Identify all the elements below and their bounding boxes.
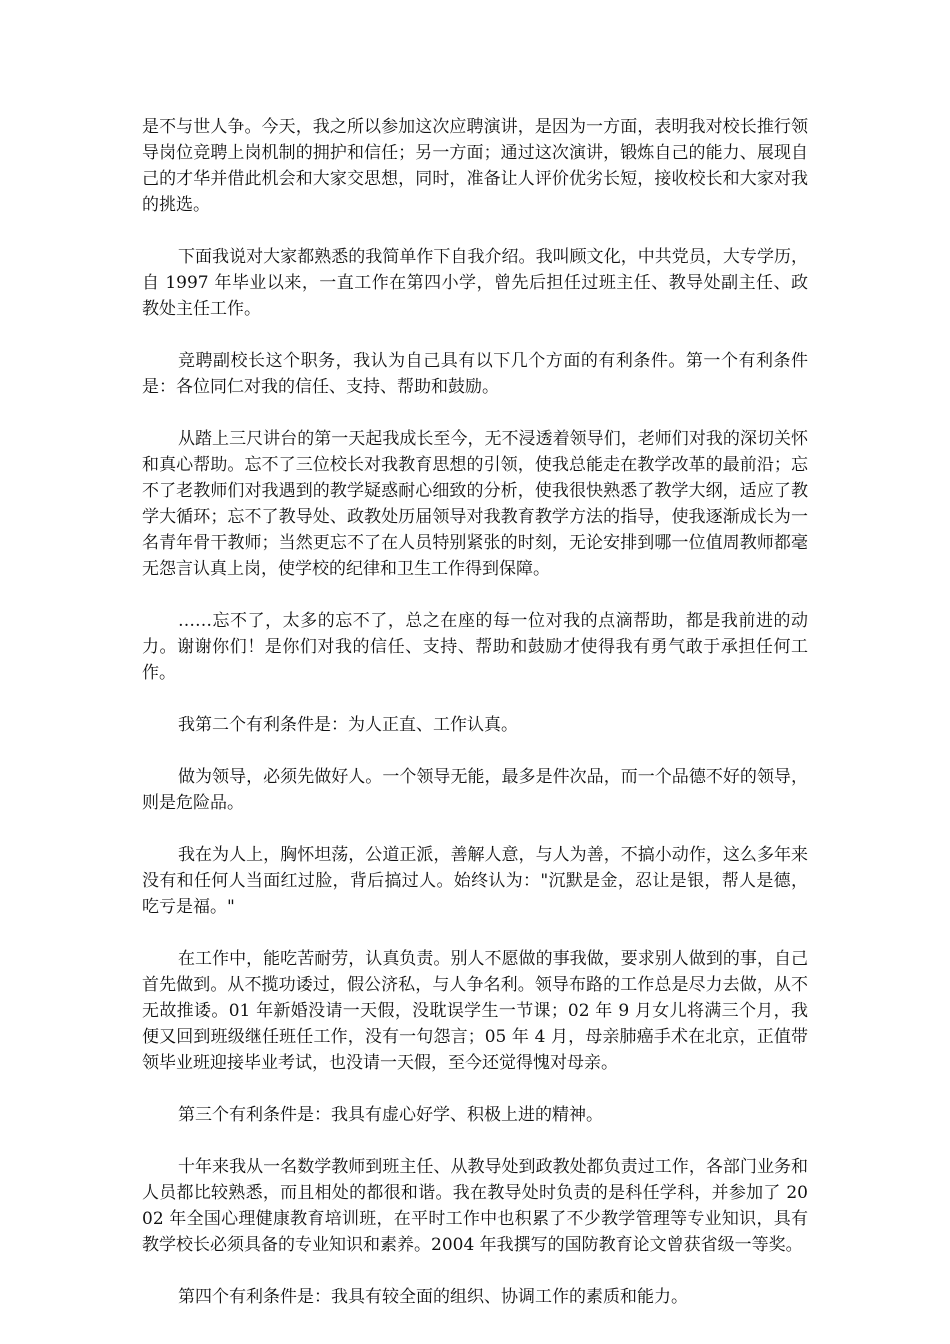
- paragraph-8: 我在为人上，胸怀坦荡，公道正派，善解人意，与人为善，不搞小动作，这么多年来没有和任何人当面红过脸，背后搞过人。始终认为："沉默是金，忍让是银，帮人是德，吃亏是福。": [142, 845, 808, 917]
- paragraph-2: 下面我说对大家都熟悉的我简单作下自我介绍。我叫顾文化，中共党员，大专学历，自 1997 年毕业以来，一直工作在第四小学，曾先后担任过班主任、教导处副主任、政教处主任工作。: [142, 247, 808, 319]
- paragraph-12: 第四个有利条件是：我具有较全面的组织、协调工作的素质和能力。: [178, 1287, 688, 1307]
- paragraph-5: ……忘不了，太多的忘不了，总之在座的每一位对我的点滴帮助，都是我前进的动力。谢谢你们！是你们对我的信任、支持、帮助和鼓励才使得我有勇气敢于承担任何工作。: [142, 611, 808, 683]
- paragraph-1: 是不与世人争。今天，我之所以参加这次应聘演讲，是因为一方面，表明我对校长推行领导岗位竞聘上岗机制的拥护和信任；另一方面；通过这次演讲，锻炼自己的能力、展现自己的才华并借此机会和大家交思想，同时，准备让人评价优劣长短，接收校长和大家对我的挑选。: [142, 117, 808, 215]
- paragraph-9: 在工作中，能吃苦耐劳，认真负责。别人不愿做的事我做，要求别人做到的事，自己首先做到。从不揽功诿过，假公济私，与人争名利。领导布路的工作总是尽力去做，从不无故推诿。01 年新婚没请一天假，没耽误学生一节课；02 年 9 月女儿将满三个月，我便又回到班级继任班任工作，没有一句怨言；05 年 4 月，母亲肺癌手术在北京，正值带领毕业班迎接毕业考试，也没请一天假，至今还觉得愧对母亲。: [142, 949, 808, 1073]
- document-page: [142, 114, 808, 1336]
- paragraph-6: 我第二个有利条件是：为人正直、工作认真。: [178, 715, 518, 735]
- paragraph-10: 第三个有利条件是：我具有虚心好学、积极上进的精神。: [178, 1105, 603, 1125]
- paragraph-7: 做为领导，必须先做好人。一个领导无能，最多是件次品，而一个品德不好的领导，则是危险品。: [142, 767, 808, 813]
- paragraph-3: 竞聘副校长这个职务，我认为自己具有以下几个方面的有利条件。第一个有利条件是：各位同仁对我的信任、支持、帮助和鼓励。: [142, 351, 808, 397]
- paragraph-11: 十年来我从一名数学教师到班主任、从教导处到政教处都负责过工作，各部门业务和人员都比较熟悉，而且相处的都很和谐。我在教导处时负责的是科任学科，并参加了 2002 年全国心理健康教育培训班，在平时工作中也积累了不少教学管理等专业知识，具有教学校长必须具备的专业知识和素养。2004 年我撰写的国防教育论文曾获省级一等奖。: [142, 1157, 808, 1255]
- paragraph-4: 从踏上三尺讲台的第一天起我成长至今，无不浸透着领导们，老师们对我的深切关怀和真心帮助。忘不了三位校长对我教育思想的引领，使我总能走在教学改革的最前沿；忘不了老教师们对我遇到的教学疑惑耐心细致的分析，使我很快熟悉了教学大纲，适应了教学大循环；忘不了教导处、政教处历届领导对我教育教学方法的指导，使我逐渐成长为一名青年骨干教师；当然更忘不了在人员特别紧张的时刻，无论安排到哪一位值周教师都毫无怨言认真上岗，使学校的纪律和卫生工作得到保障。: [142, 429, 808, 579]
